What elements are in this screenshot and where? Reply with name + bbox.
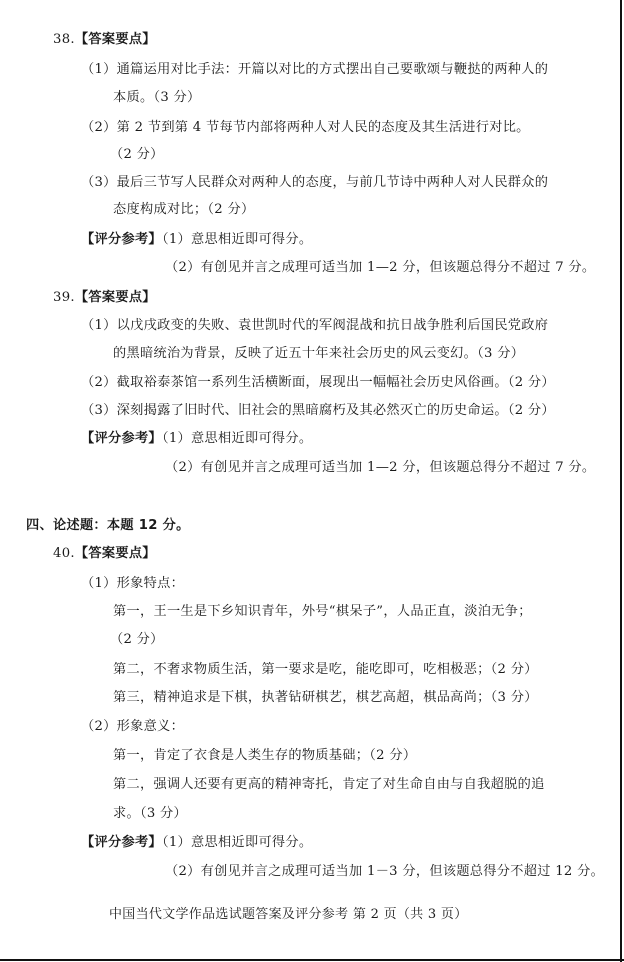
scoring-item: （2）有创见并言之成理可适当加 1—2 分，但该题总得分不超过 7 分。	[165, 460, 596, 475]
point-label: （3）	[81, 175, 117, 190]
part-title: 形象特点：	[116, 576, 185, 591]
answer-point-continued: 的黑暗统治为背景，反映了近五十年来社会历史的风云变幻。（3 分）	[113, 346, 525, 361]
part-line: （2 分）	[110, 632, 164, 647]
scoring-heading: 【评分参考】	[81, 835, 162, 850]
part-line: 求。（3 分）	[113, 806, 188, 821]
point-text: 第 2 节到第 4 节每节内部将两种人对人民的态度及其生活进行对比。	[116, 120, 530, 135]
scoring-item: （2）有创见并言之成理可适当加 1－3 分，但该题总得分不超过 12 分。	[165, 864, 605, 879]
answer-point	[81, 174, 548, 192]
part-heading	[81, 718, 184, 736]
point-label: （2）	[81, 120, 117, 135]
point-label: （1）	[81, 576, 117, 591]
scoring-reference	[81, 834, 312, 852]
answer-points-heading: 【答案要点】	[74, 290, 156, 305]
answer-point	[81, 119, 530, 137]
part-heading	[81, 575, 184, 593]
scoring-item: （1）意思相近即可得分。	[161, 835, 313, 850]
answer-point	[81, 317, 548, 335]
point-text: 以戊戌政变的失败、袁世凯时代的军阀混战和抗日战争胜利后国民党政府	[116, 318, 549, 333]
answer-point-continued: （2 分）	[110, 147, 164, 162]
question-number: 39.	[53, 290, 75, 305]
scoring-reference	[81, 231, 312, 249]
question-39-heading	[53, 289, 156, 307]
point-label: （1）	[81, 62, 117, 77]
answer-point	[81, 374, 555, 392]
answer-point-continued: 本质。（3 分）	[113, 90, 201, 105]
point-label: （2）	[81, 375, 117, 390]
part-line: 第二，强调人还要有更高的精神寄托，肯定了对生命自由与自我超脱的追	[113, 777, 545, 792]
point-label: （1）	[81, 318, 117, 333]
page-border-right	[620, 0, 622, 962]
point-label: （2）	[81, 719, 117, 734]
answer-point-continued: 态度构成对比；（2 分）	[113, 202, 255, 217]
part-line: 第二，不奢求物质生活，第一要求是吃，能吃即可，吃相极恶；（2 分）	[113, 662, 538, 677]
scoring-item: （1）意思相近即可得分。	[161, 431, 313, 446]
question-number: 40.	[53, 546, 75, 561]
part-line: 第一，肯定了衣食是人类生存的物质基础；（2 分）	[113, 748, 417, 763]
point-text: 截取裕泰茶馆一系列生活横断面，展现出一幅幅社会历史风俗画。（2 分）	[116, 375, 555, 390]
answer-point	[81, 61, 548, 79]
scoring-heading: 【评分参考】	[81, 431, 162, 446]
answer-points-heading: 【答案要点】	[74, 32, 156, 47]
page-border-bottom	[0, 959, 624, 961]
answer-points-heading: 【答案要点】	[74, 546, 156, 561]
point-text: 通篇运用对比手法：开篇以对比的方式摆出自己要歌颂与鞭挞的两种人的	[116, 62, 549, 77]
part-line: 第三，精神追求是下棋，执著钻研棋艺，棋艺高超，棋品高尚；（3 分）	[113, 690, 538, 705]
scoring-item: （1）意思相近即可得分。	[161, 232, 313, 247]
point-text: 最后三节写人民群众对两种人的态度，与前几节诗中两种人对人民群众的	[116, 175, 549, 190]
section-title: 四、论述题：本题 12 分。	[26, 518, 190, 533]
question-38-heading	[53, 31, 156, 49]
scoring-reference	[81, 430, 312, 448]
point-label: （3）	[81, 403, 117, 418]
part-line: 第一，王一生是下乡知识青年，外号“棋呆子”，人品正直，淡泊无争；	[113, 604, 532, 619]
part-title: 形象意义：	[116, 719, 185, 734]
scoring-item: （2）有创见并言之成理可适当加 1—2 分，但该题总得分不超过 7 分。	[165, 260, 596, 275]
scoring-heading: 【评分参考】	[81, 232, 162, 247]
point-text: 深刻揭露了旧时代、旧社会的黑暗腐朽及其必然灭亡的历史命运。（2 分）	[116, 403, 555, 418]
question-40-heading	[53, 545, 156, 563]
page-footer: 中国当代文学作品选试题答案及评分参考 第 2 页（共 3 页）	[109, 907, 468, 922]
question-number: 38.	[53, 32, 75, 47]
answer-point	[81, 402, 555, 420]
